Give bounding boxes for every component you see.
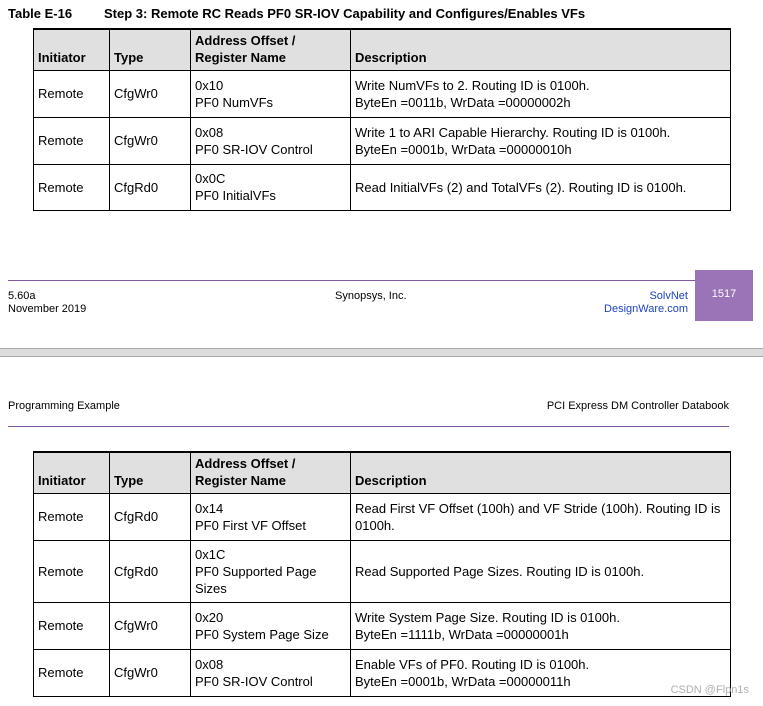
- header-address: [191, 452, 351, 493]
- cell-offset: 0x14: [195, 500, 224, 516]
- cell-type: CfgWr0: [110, 70, 191, 117]
- header-address-line2: Register Name: [195, 472, 287, 488]
- designware-link[interactable]: DesignWare.com: [604, 303, 688, 315]
- table-row: [34, 117, 731, 164]
- cell-offset: 0x1C: [195, 546, 226, 562]
- cell-description-line2: ByteEn =1111b, WrData =00000001h: [355, 626, 569, 642]
- cell-initiator: Remote: [34, 540, 110, 602]
- watermark: CSDN @Flpn1s: [670, 684, 749, 696]
- header-description: Description: [351, 29, 731, 70]
- cell-description-line2: ByteEn =0001b, WrData =00000010h: [355, 141, 572, 157]
- cell-register: PF0 First VF Offset: [195, 517, 307, 533]
- cell-type: CfgRd0: [110, 164, 191, 210]
- cell-address: [191, 649, 351, 696]
- cell-register: PF0 Supported Page Sizes: [195, 563, 317, 596]
- cell-description-line1: Write NumVFs to 2. Routing ID is 0100h.: [355, 77, 590, 93]
- cell-offset: 0x10: [195, 77, 224, 93]
- cell-description-line1: Write 1 to ARI Capable Hierarchy. Routing ID is 0100h.: [355, 124, 671, 140]
- cell-offset: 0x08: [195, 124, 224, 140]
- table-row: [34, 164, 731, 210]
- cell-initiator: Remote: [34, 602, 110, 649]
- table-row: [34, 540, 731, 602]
- table-header-row: [34, 452, 731, 493]
- cell-description: [351, 117, 731, 164]
- cell-type: CfgWr0: [110, 117, 191, 164]
- footer-version: 5.60a: [8, 290, 36, 302]
- cell-description: [351, 70, 731, 117]
- cell-register: PF0 System Page Size: [195, 626, 329, 642]
- cell-description: Read First VF Offset (100h) and VF Stride (100h). Routing ID is 0100h.: [351, 493, 731, 540]
- cell-description-line1: Enable VFs of PF0. Routing ID is 0100h.: [355, 656, 590, 672]
- cell-initiator: Remote: [34, 70, 110, 117]
- cell-address: [191, 70, 351, 117]
- cell-initiator: Remote: [34, 117, 110, 164]
- cell-address: [191, 493, 351, 540]
- header-section: Programming Example: [8, 400, 120, 412]
- cell-type: CfgRd0: [110, 493, 191, 540]
- cell-description: [351, 602, 731, 649]
- cell-description-line1: Write System Page Size. Routing ID is 0100h.: [355, 609, 620, 625]
- page-break: [0, 348, 763, 357]
- cell-address: [191, 602, 351, 649]
- cell-register: PF0 SR-IOV Control: [195, 673, 313, 689]
- header-initiator: Initiator: [34, 452, 110, 493]
- cell-description-line2: ByteEn =0001b, WrData =00000011h: [355, 673, 571, 689]
- table-title: Step 3: Remote RC Reads PF0 SR-IOV Capability and Configures/Enables VFs: [104, 6, 586, 21]
- table-row: [34, 493, 731, 540]
- header-address-line2: Register Name: [195, 49, 287, 65]
- cell-initiator: Remote: [34, 164, 110, 210]
- register-table-part-2: [33, 451, 731, 697]
- cell-type: CfgWr0: [110, 649, 191, 696]
- cell-register: PF0 SR-IOV Control: [195, 141, 313, 157]
- cell-register: PF0 InitialVFs: [195, 188, 276, 203]
- footer-date: November 2019: [8, 303, 87, 315]
- header-address: [191, 29, 351, 70]
- table-number: Table E-16: [8, 6, 73, 21]
- cell-initiator: Remote: [34, 493, 110, 540]
- page-number-badge: 1517: [695, 270, 753, 321]
- cell-type: CfgRd0: [110, 540, 191, 602]
- header-book-title: PCI Express DM Controller Databook: [546, 400, 729, 412]
- cell-description-line2: ByteEn =0011b, WrData =00000002h: [355, 94, 571, 110]
- cell-offset: 0x0C: [195, 171, 226, 186]
- footer-rule: [8, 280, 698, 281]
- cell-offset: 0x08: [195, 656, 224, 672]
- header-rule: [8, 426, 729, 427]
- header-description: Description: [351, 452, 731, 493]
- cell-offset: 0x20: [195, 609, 224, 625]
- header-type: Type: [110, 452, 191, 493]
- register-table-part-1: [33, 28, 731, 211]
- table-row: [34, 70, 731, 117]
- table-caption: [8, 6, 586, 21]
- footer-links: [604, 290, 688, 316]
- table-row: [34, 649, 731, 696]
- cell-address: [191, 117, 351, 164]
- header-address-line1: Address Offset /: [195, 32, 296, 48]
- cell-type: CfgWr0: [110, 602, 191, 649]
- cell-register: PF0 NumVFs: [195, 94, 274, 110]
- table-row: [34, 602, 731, 649]
- cell-address: [191, 164, 351, 210]
- cell-description: Read Supported Page Sizes. Routing ID is 0100h.: [351, 540, 731, 602]
- cell-description: Read InitialVFs (2) and TotalVFs (2). Routing ID is 0100h.: [351, 164, 731, 210]
- footer-version-block: [8, 290, 86, 316]
- cell-address: [191, 540, 351, 602]
- solvnet-link[interactable]: SolvNet: [649, 290, 688, 302]
- table-header-row: [34, 29, 731, 70]
- header-initiator: Initiator: [34, 29, 110, 70]
- header-type: Type: [110, 29, 191, 70]
- header-address-line1: Address Offset /: [195, 455, 296, 471]
- footer-company: Synopsys, Inc.: [335, 290, 407, 302]
- cell-initiator: Remote: [34, 649, 110, 696]
